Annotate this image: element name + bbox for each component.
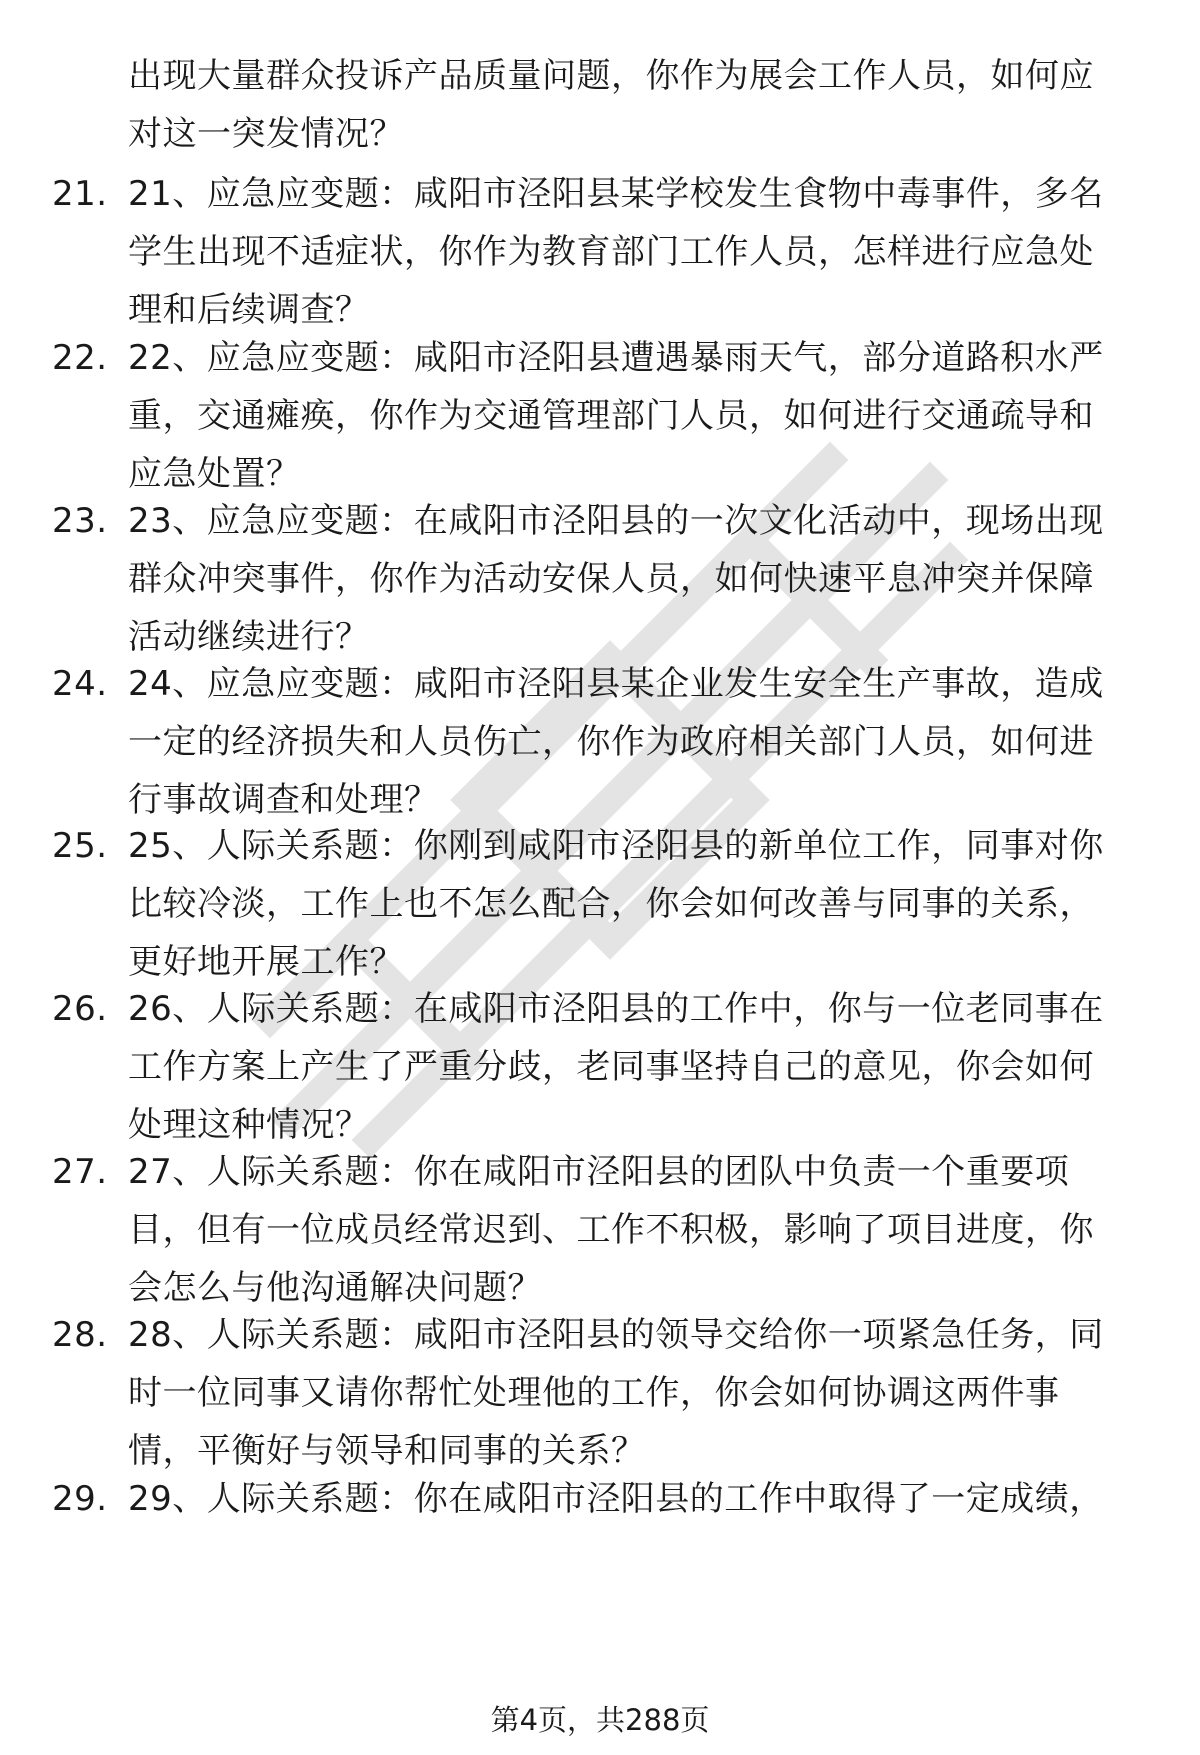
question-number: 27. [52,1152,108,1192]
question-number: 26. [52,989,108,1029]
question-text [128,492,1146,666]
text-line: 活动继续进行？ [128,617,370,657]
question-text [128,1143,1146,1317]
question-text [128,329,1146,503]
page-number-footer: 第4页，共288页 [490,1703,710,1737]
text-line: 情，平衡好与领导和同事的关系？ [128,1431,646,1471]
question-text [128,1306,1146,1480]
text-line: 26、人际关系题：在咸阳市泾阳县的工作中，你与一位老同事在 [128,989,1104,1029]
question-text [128,47,1146,163]
text-line: 更好地开展工作？ [128,942,404,982]
text-line: 时一位同事又请你帮忙处理他的工作，你会如何协调这两件事 [128,1373,1060,1413]
text-line: 比较冷淡，工作上也不怎么配合，你会如何改善与同事的关系， [128,884,1094,924]
text-line: 目，但有一位成员经常迟到、工作不积极，影响了项目进度，你 [128,1210,1094,1250]
text-line: 重，交通瘫痪，你作为交通管理部门人员，如何进行交通疏导和 [128,396,1094,436]
text-line: 28、人际关系题：咸阳市泾阳县的领导交给你一项紧急任务，同 [128,1315,1104,1355]
text-line: 25、人际关系题：你刚到咸阳市泾阳县的新单位工作，同事对你 [128,826,1104,866]
text-line: 会怎么与他沟通解决问题？ [128,1268,542,1308]
text-line: 学生出现不适症状，你作为教育部门工作人员，怎样进行应急处 [128,232,1094,272]
question-number: 24. [52,664,108,704]
text-line: 22、应急应变题：咸阳市泾阳县遭遇暴雨天气，部分道路积水严 [128,338,1104,378]
text-line: 24、应急应变题：咸阳市泾阳县某企业发生安全生产事故，造成 [128,664,1104,704]
text-line: 一定的经济损失和人员伤亡，你作为政府相关部门人员，如何进 [128,722,1094,762]
question-number: 28. [52,1315,108,1355]
text-line: 理和后续调查？ [128,290,370,330]
question-text [128,817,1146,991]
text-line: 对这一突发情况？ [128,114,404,154]
question-number: 21. [52,174,108,214]
text-line: 29、人际关系题：你在咸阳市泾阳县的工作中取得了一定成绩， [128,1479,1104,1519]
text-line: 21、应急应变题：咸阳市泾阳县某学校发生食物中毒事件，多名 [128,174,1104,214]
text-line: 工作方案上产生了严重分歧，老同事坚持自己的意见，你会如何 [128,1047,1094,1087]
question-number: 25. [52,826,108,866]
question-text [128,165,1146,339]
text-line: 群众冲突事件，你作为活动安保人员，如何快速平息冲突并保障 [128,559,1094,599]
text-line: 出现大量群众投诉产品质量问题，你作为展会工作人员，如何应 [128,56,1094,96]
question-number: 23. [52,501,108,541]
text-line: 23、应急应变题：在咸阳市泾阳县的一次文化活动中，现场出现 [128,501,1104,541]
text-line: 27、人际关系题：你在咸阳市泾阳县的团队中负责一个重要项 [128,1152,1070,1192]
text-line: 处理这种情况？ [128,1105,370,1145]
text-line: 应急处置？ [128,454,301,494]
question-number: 22. [52,338,108,378]
question-number: 29. [52,1479,108,1519]
question-text [128,1470,1146,1528]
question-text [128,655,1146,829]
text-line: 行事故调查和处理？ [128,780,439,820]
question-text [128,980,1146,1154]
